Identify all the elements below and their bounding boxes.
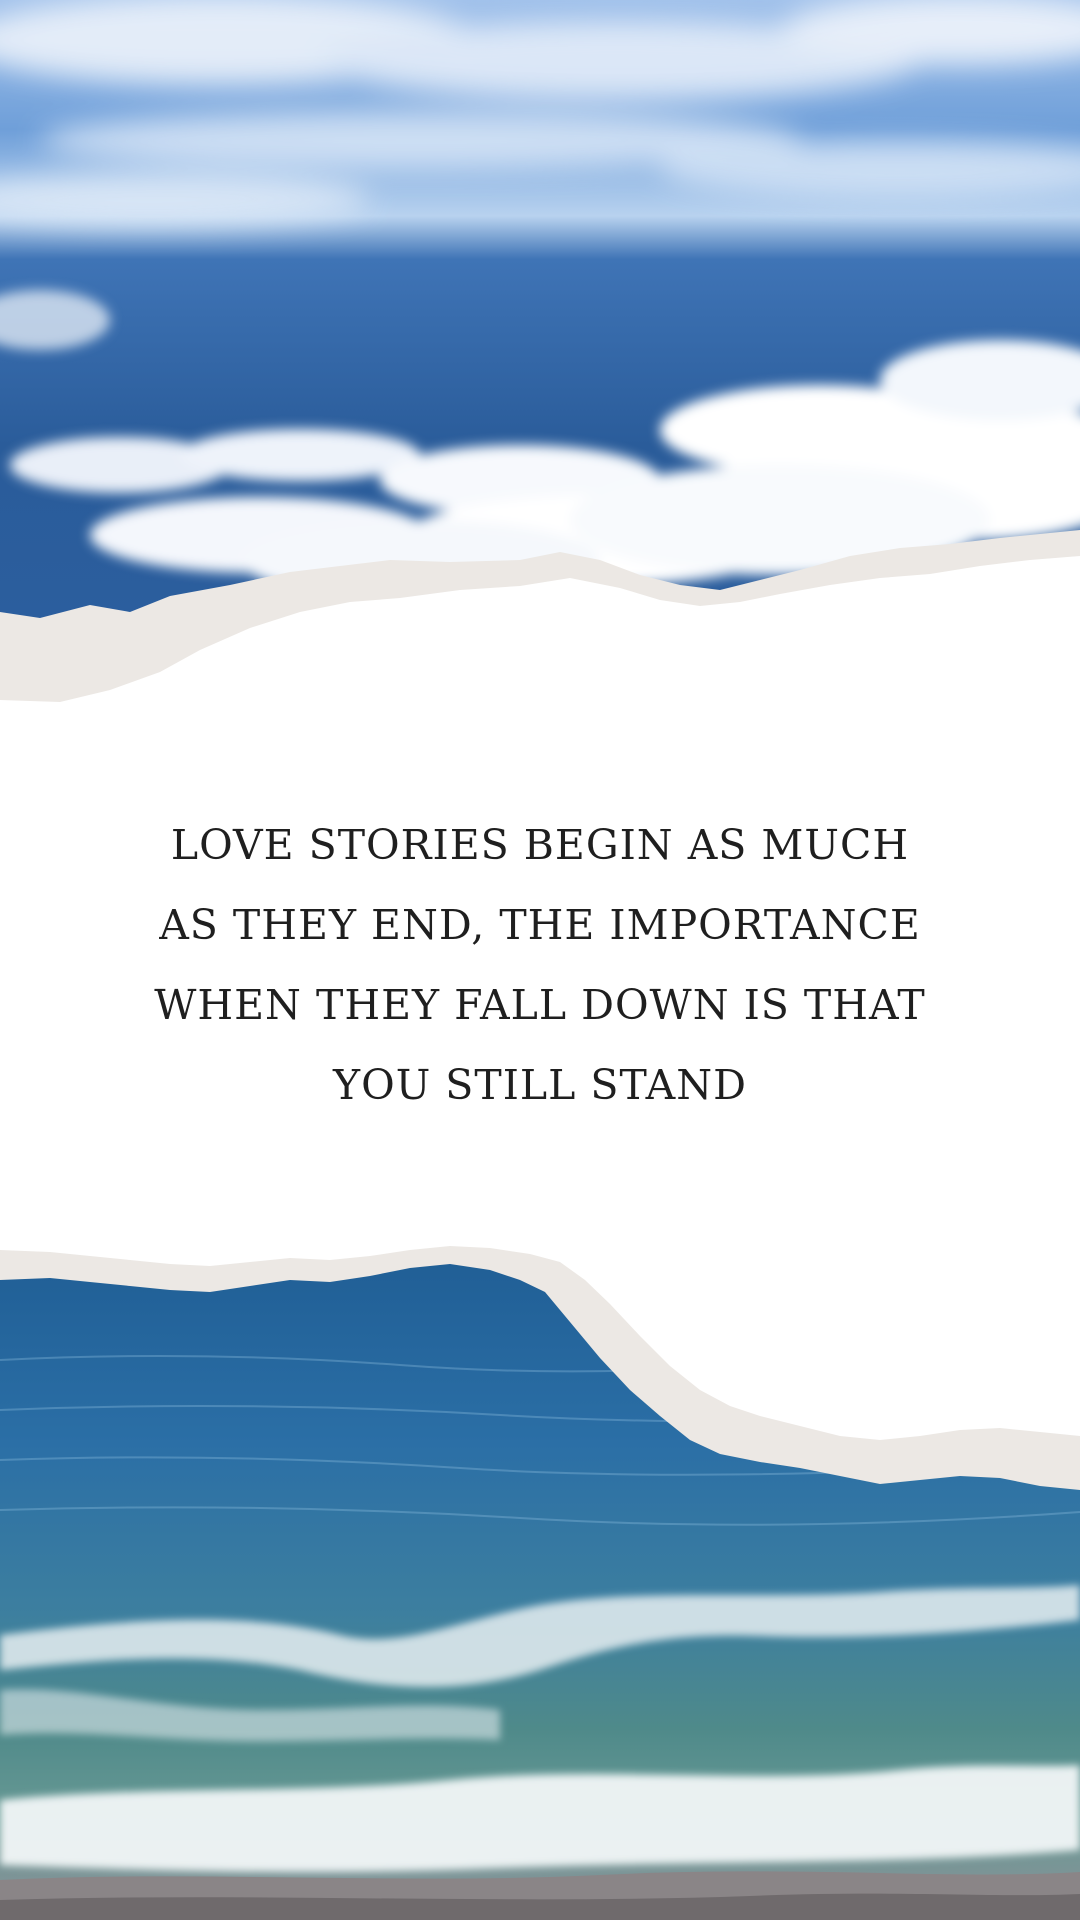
sea-waves-photo	[0, 1240, 1080, 1920]
quote-line: WHEN THEY FALL DOWN IS THAT	[154, 981, 926, 1029]
quote-line: AS THEY END, THE IMPORTANCE	[159, 901, 921, 949]
quote-line: YOU STILL STAND	[333, 1061, 747, 1109]
sky-clouds-photo	[0, 0, 1080, 720]
quote-text	[100, 805, 980, 1125]
quote-line: LOVE STORIES BEGIN AS MUCH	[170, 821, 910, 869]
